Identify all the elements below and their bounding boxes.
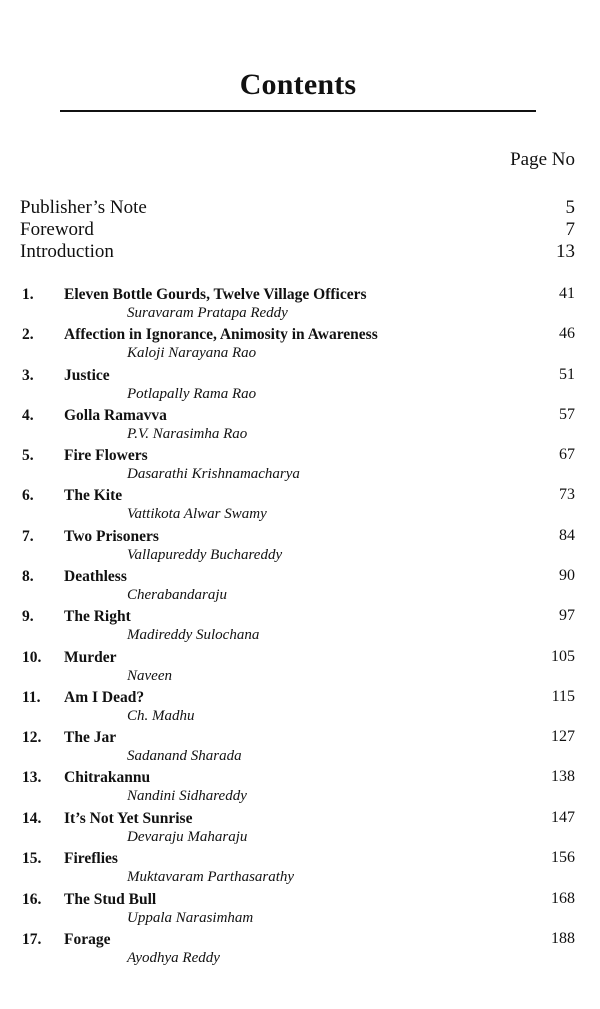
story-author: Devaraju Maharaju (127, 829, 248, 845)
story-title: It’s Not Yet Sunrise (64, 810, 193, 827)
front-matter-page: 13 (556, 241, 575, 262)
story-number: 4. (22, 407, 34, 424)
story-entry (0, 367, 600, 407)
front-matter-label: Publisher’s Note (20, 197, 147, 218)
story-page: 127 (551, 728, 575, 745)
story-page: 138 (551, 768, 575, 785)
story-page: 188 (551, 930, 575, 947)
story-page: 156 (551, 849, 575, 866)
story-page: 46 (559, 325, 575, 342)
story-author: Kaloji Narayana Rao (127, 345, 257, 361)
story-author: Sadanand Sharada (127, 748, 242, 764)
story-title: Golla Ramavva (64, 407, 167, 424)
story-number: 17. (22, 931, 42, 948)
story-entry (0, 649, 600, 689)
front-matter-page: 5 (565, 197, 575, 218)
story-author: Vallapureddy Buchareddy (127, 547, 283, 563)
story-entry (0, 447, 600, 487)
story-author: P.V. Narasimha Rao (127, 426, 248, 442)
story-title: Deathless (64, 568, 127, 585)
story-author: Potlapally Rama Rao (127, 386, 257, 402)
story-page: 115 (551, 688, 575, 705)
story-author: Ch. Madhu (127, 708, 195, 724)
story-page: 57 (559, 406, 575, 423)
story-author: Cherabandaraju (127, 587, 228, 603)
story-number: 1. (22, 286, 34, 303)
story-page: 147 (551, 809, 575, 826)
story-page: 73 (559, 486, 575, 503)
story-number: 13. (22, 769, 42, 786)
story-title: Fire Flowers (64, 447, 148, 464)
story-title: The Jar (64, 729, 117, 746)
story-title: Chitrakannu (64, 769, 151, 786)
story-author: Ayodhya Reddy (127, 950, 220, 966)
story-entry (0, 326, 600, 366)
story-author: Naveen (127, 668, 172, 684)
story-number: 15. (22, 850, 42, 867)
story-entry (0, 850, 600, 890)
story-entry (0, 568, 600, 608)
story-number: 11. (22, 689, 41, 706)
story-number: 6. (22, 487, 34, 504)
front-matter-page: 7 (565, 219, 575, 240)
story-author: Vattikota Alwar Swamy (127, 506, 267, 522)
story-entry (0, 931, 600, 971)
story-author: Nandini Sidhareddy (127, 788, 247, 804)
page-number-column-header: Page No (510, 149, 575, 170)
title-divider (60, 110, 536, 112)
story-entry (0, 689, 600, 729)
story-entry (0, 891, 600, 931)
story-entry (0, 286, 600, 326)
page-title: Contents (239, 68, 357, 101)
story-number: 16. (22, 891, 42, 908)
story-number: 8. (22, 568, 34, 585)
story-page: 41 (559, 285, 575, 302)
story-title: The Stud Bull (64, 891, 157, 908)
story-author: Muktavaram Parthasarathy (127, 869, 295, 885)
story-page: 97 (559, 607, 575, 624)
story-title: Eleven Bottle Gourds, Twelve Village Officers (64, 286, 367, 303)
story-entry (0, 729, 600, 769)
story-title: The Right (64, 608, 131, 625)
story-page: 105 (551, 648, 575, 665)
story-title: The Kite (64, 487, 123, 504)
story-author: Madireddy Sulochana (127, 627, 260, 643)
front-matter-label: Introduction (20, 241, 114, 262)
story-title: Forage (64, 931, 111, 948)
story-number: 7. (22, 528, 34, 545)
story-number: 2. (22, 326, 34, 343)
story-title: Two Prisoners (64, 528, 159, 545)
story-entry (0, 608, 600, 648)
story-title: Am I Dead? (64, 689, 145, 706)
story-number: 12. (22, 729, 42, 746)
story-page: 90 (559, 567, 575, 584)
story-number: 14. (22, 810, 42, 827)
story-author: Uppala Narasimham (127, 910, 254, 926)
story-number: 3. (22, 367, 34, 384)
story-title: Murder (64, 649, 117, 666)
story-title: Fireflies (64, 850, 118, 867)
story-author: Dasarathi Krishnamacharya (127, 466, 300, 482)
story-number: 9. (22, 608, 34, 625)
story-entry (0, 487, 600, 527)
story-page: 51 (559, 366, 575, 383)
story-number: 5. (22, 447, 34, 464)
story-entry (0, 407, 600, 447)
story-title: Justice (64, 367, 110, 384)
story-entry (0, 810, 600, 850)
story-entry (0, 528, 600, 568)
story-number: 10. (22, 649, 42, 666)
story-page: 84 (559, 527, 575, 544)
story-page: 168 (551, 890, 575, 907)
story-title: Affection in Ignorance, Animosity in Awareness (64, 326, 378, 343)
story-author: Suravaram Pratapa Reddy (127, 305, 288, 321)
story-page: 67 (559, 446, 575, 463)
front-matter-label: Foreword (20, 219, 94, 240)
story-entry (0, 769, 600, 809)
